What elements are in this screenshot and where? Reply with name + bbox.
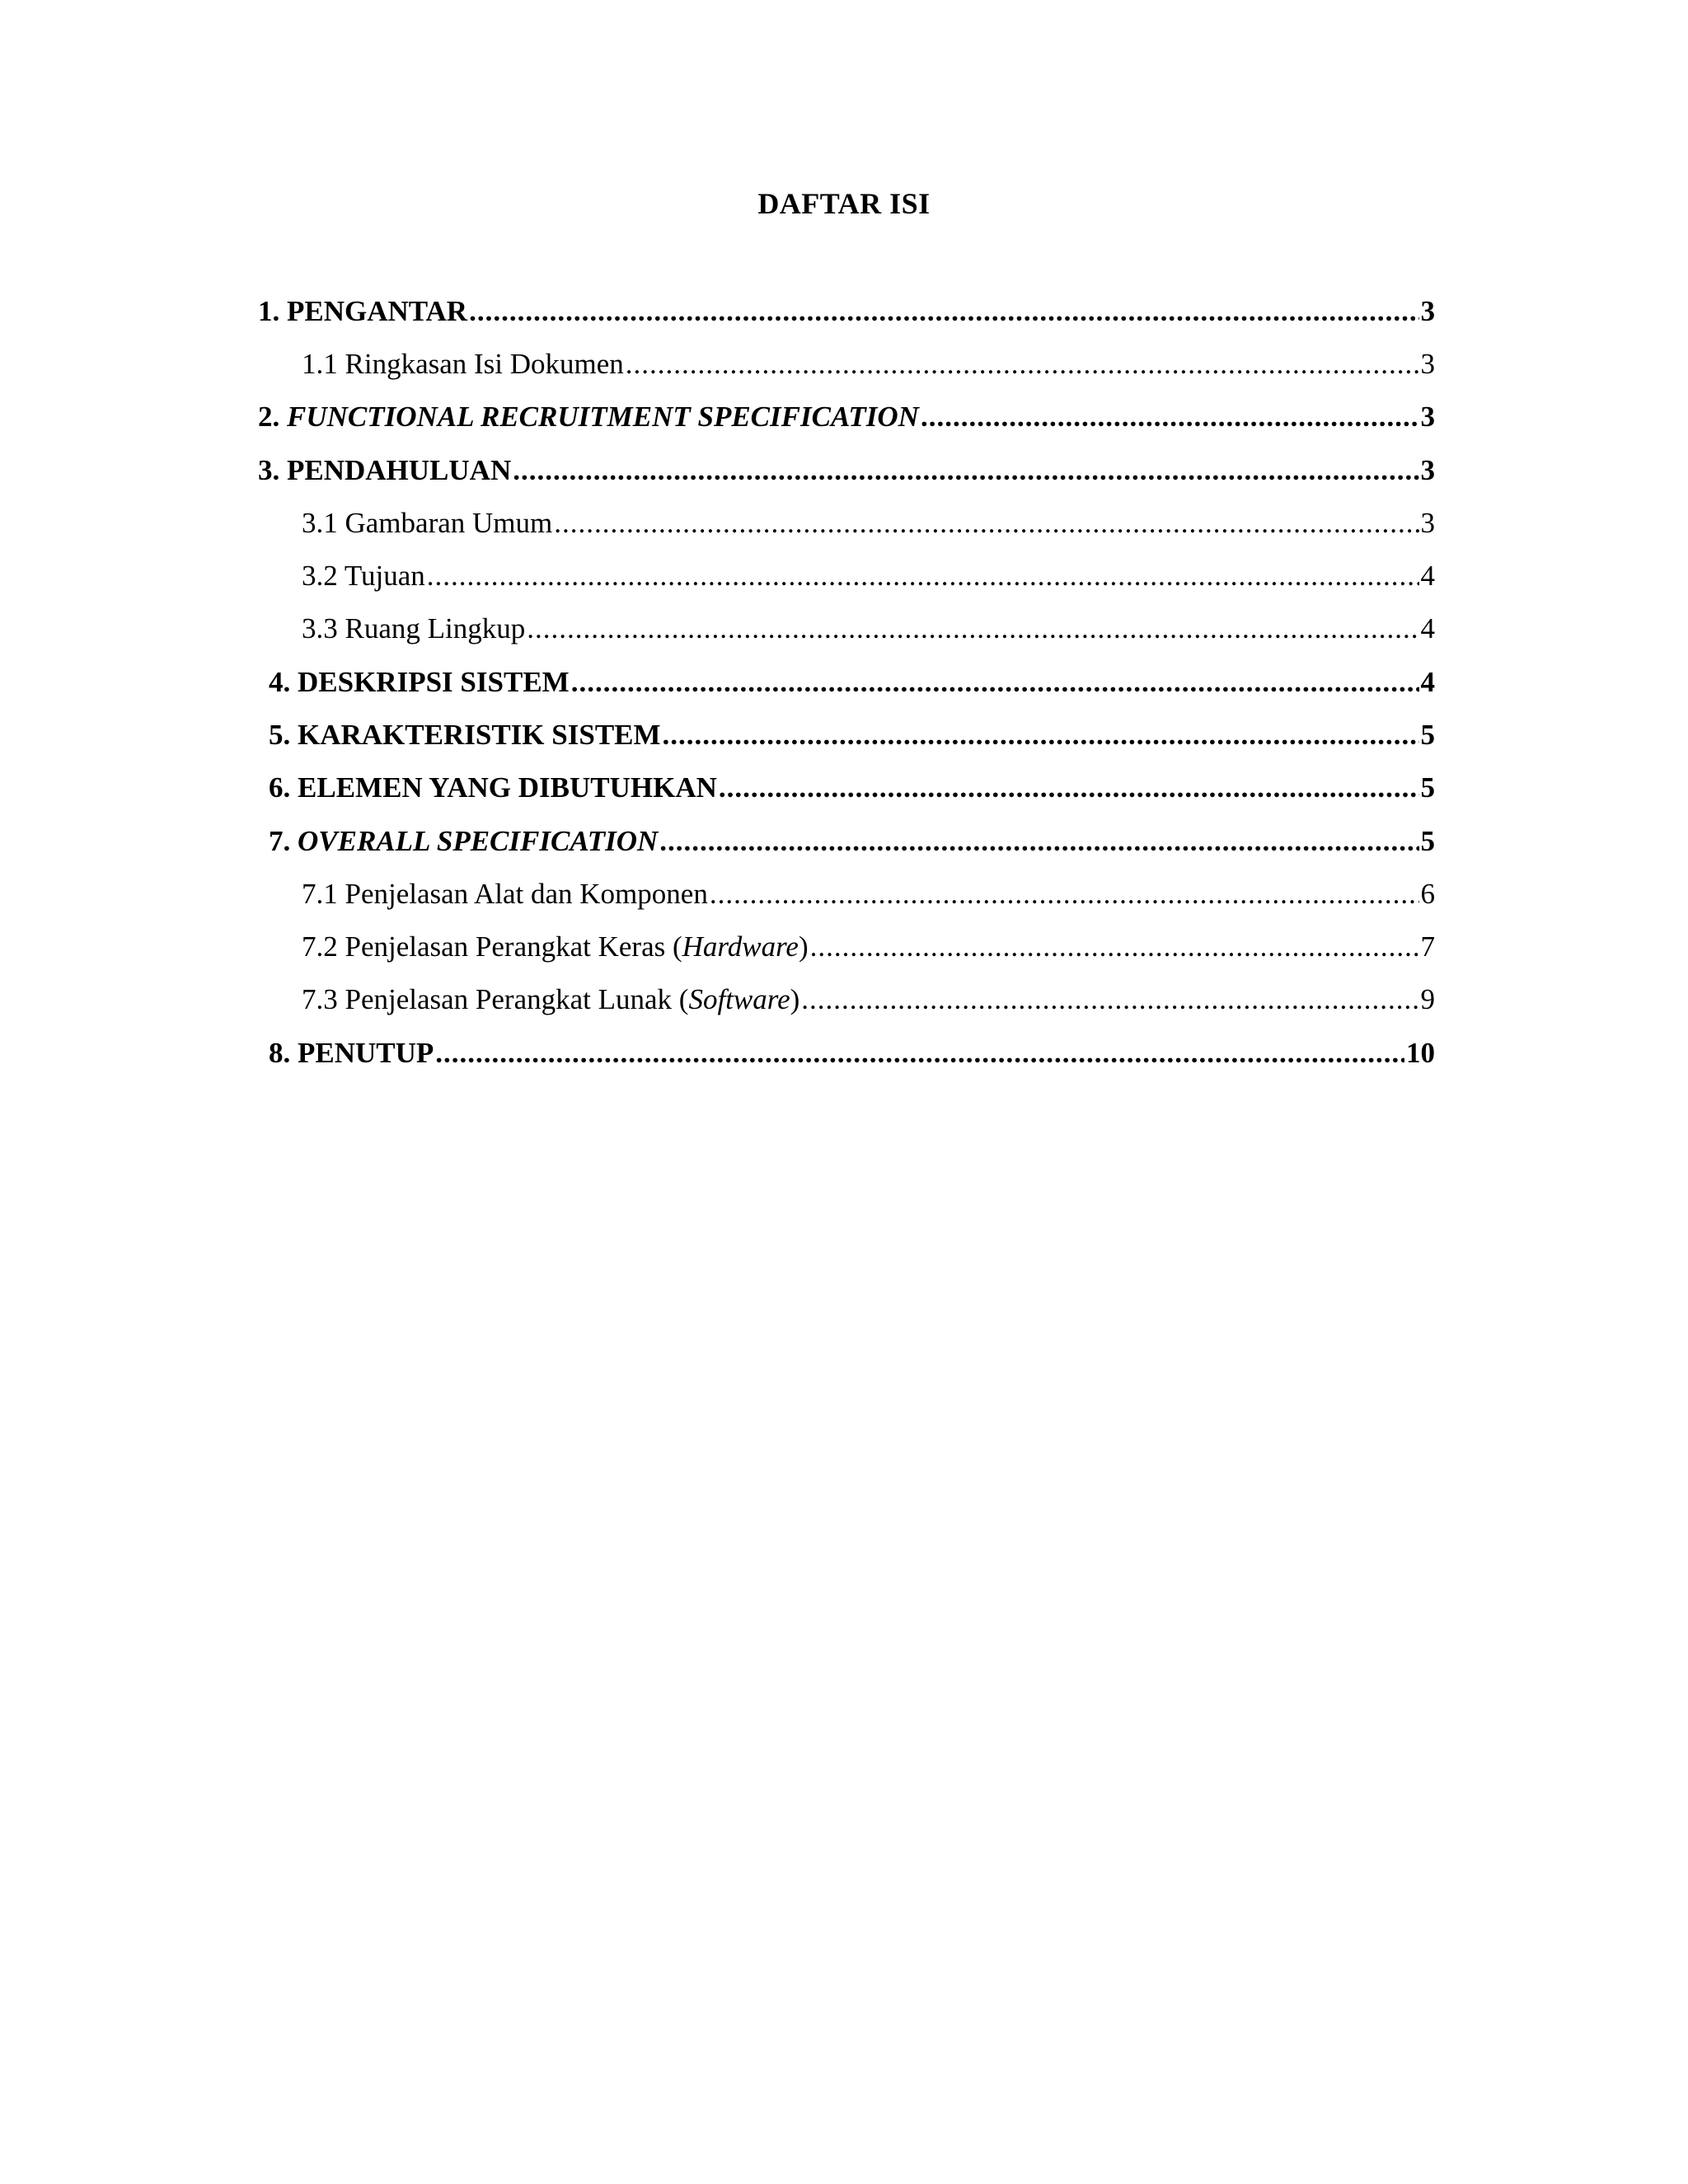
toc-entry[interactable] [269,1032,1435,1071]
toc-entry-label [302,346,624,382]
toc-entry-label [258,399,919,435]
toc-dot-leader [921,399,1419,435]
toc-entry-label [269,823,658,860]
toc-title: DAFTAR ISI [757,187,931,220]
toc-entry-label-part: 7.3 Penjelasan Perangkat Lunak ( [302,983,689,1015]
toc-page-number: 9 [1420,983,1435,1015]
toc-page-number: 7 [1420,930,1435,963]
toc-dot-leader [513,452,1418,489]
toc-entry-label [302,929,809,965]
toc-entry-label [302,611,525,647]
toc-entry[interactable] [302,555,1435,594]
toc-entry[interactable] [302,873,1435,912]
toc-entry-label [302,982,799,1018]
toc-entry-label-part: Hardware [682,930,799,963]
toc-entry[interactable] [302,502,1435,541]
toc-entry[interactable] [258,290,1435,330]
toc-dot-leader [527,611,1418,647]
toc-entry-label [302,876,708,912]
toc-dot-leader [663,717,1419,753]
toc-dot-leader [659,823,1418,860]
toc-entry-label [258,452,511,489]
toc-page-number: 5 [1420,825,1435,857]
toc-page-number: 5 [1420,719,1435,751]
toc-entry-label [302,505,552,541]
toc-dot-leader [469,293,1418,330]
toc-entry[interactable] [302,978,1435,1018]
toc-entry[interactable] [302,343,1435,382]
toc-entry-label-part: 3. PENDAHULUAN [258,454,512,486]
toc-page-number: 3 [1420,295,1435,327]
toc-entry-label-part: 5. KARAKTERISTIK SISTEM [269,719,661,751]
toc-dot-leader [554,505,1418,541]
toc-dot-leader [626,346,1419,382]
toc-page-number: 4 [1420,666,1435,698]
toc-entry-label [269,1035,434,1071]
toc-entry-label-part: 7.2 Penjelasan Perangkat Keras ( [302,930,682,963]
toc-entry-label-part: 3.1 Gambaran Umum [302,507,553,539]
toc-entry-label [302,558,425,594]
toc-page-number: 6 [1420,878,1435,910]
toc-dot-leader [801,982,1418,1018]
toc-dot-leader [719,770,1419,806]
toc-entry[interactable] [269,714,1435,753]
toc-entry-label [269,770,717,806]
toc-page-number: 3 [1420,401,1435,433]
toc-entry-label-part: FUNCTIONAL RECRUITMENT SPECIFICATION [287,401,919,433]
toc-dot-leader [810,929,1419,965]
toc-dot-leader [435,1035,1404,1071]
toc-entry[interactable] [269,766,1435,806]
toc-page-number: 4 [1420,612,1435,644]
toc-entry-label-part: Software [688,983,790,1015]
toc-dot-leader [571,664,1419,701]
toc-entry[interactable] [302,926,1435,965]
toc-entry-label-part: 7. [269,825,298,857]
toc-entry[interactable] [269,820,1435,860]
toc-entry-label-part: 3.2 Tujuan [302,560,425,592]
toc-page-number: 4 [1420,560,1435,592]
toc-entry-label [269,664,570,701]
toc-entry-label-part: 1. PENGANTAR [258,295,468,327]
toc-entry-label-part: 3.3 Ruang Lingkup [302,612,526,644]
toc-entry-label-part: 4. DESKRIPSI SISTEM [269,666,570,698]
toc-entry-label-part: OVERALL SPECIFICATION [298,825,659,857]
toc-dot-leader [710,876,1419,912]
toc-entry-label-part: 2. [258,401,287,433]
toc-page-number: 10 [1406,1037,1435,1069]
toc-entry[interactable] [302,607,1435,647]
toc-entry-label-part: ) [790,983,800,1015]
toc-entry[interactable] [258,449,1435,489]
toc-entry-label-part: 1.1 Ringkasan Isi Dokumen [302,348,624,380]
toc-entry-label-part: 7.1 Penjelasan Alat dan Komponen [302,878,708,910]
toc-entry-label-part: 6. ELEMEN YANG DIBUTUHKAN [269,771,717,804]
toc-page-number: 3 [1420,507,1435,539]
toc-entry[interactable] [269,661,1435,701]
toc-entry-label [258,293,467,330]
toc-page-number: 3 [1420,454,1435,486]
toc-entry-label-part: 8. PENUTUP [269,1037,434,1069]
toc-page-number: 5 [1420,771,1435,804]
toc-entry-label-part: ) [798,930,809,963]
toc-page-number: 3 [1420,348,1435,380]
toc-dot-leader [427,558,1419,594]
toc-entry-label [269,717,661,753]
toc-entry[interactable] [258,396,1435,435]
